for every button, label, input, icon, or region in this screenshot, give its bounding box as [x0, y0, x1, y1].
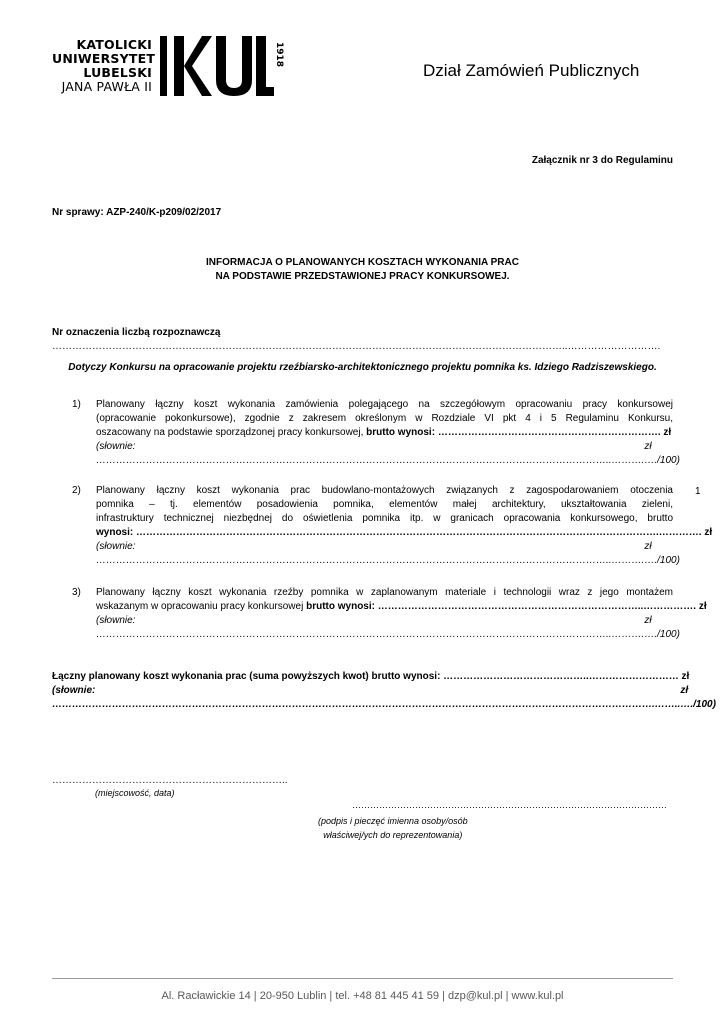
total-words-left: (słownie: ……………………………………………………………………………………………………………………………………………………………….…….. [52, 685, 681, 710]
item-words-line [96, 540, 680, 568]
footer-address: Al. Racławickie 14 | 20-950 Lublin | tel. +48 81 445 41 59 | dzp@kul.pl | www.kul.pl [161, 990, 564, 1002]
item-amount-line [96, 600, 707, 614]
item-words-right: zł …./100) [644, 441, 680, 466]
total-line: Łączny planowany koszt wykonania prac (suma powyższych kwot) brutto wynosi: ……………………………………..……………………… zł [52, 671, 690, 682]
attachment-label: Załącznik nr 3 do Regulaminu [531, 155, 673, 166]
signature-dots: …………………………………………………………………………………………… [352, 800, 667, 810]
logo-line-4: JANA PAWŁA II [61, 79, 152, 94]
item-amount-line [96, 526, 713, 540]
signature-caption-line-2: właściwej/ych do reprezentowania) [323, 830, 463, 840]
title-line-1: INFORMACJA O PLANOWANYCH KOSZTACH WYKONANIA PRAC [206, 257, 519, 268]
item-text-line: (opracowanie pokonkursowe), zgodnie z zakresem określonym w Rozdziale VI pkt 4 i 5 Regulaminu Konkursu, [96, 413, 673, 424]
footer-divider [52, 978, 673, 979]
item-text-line: infrastruktury technicznej niezbędnej do oświetlenia pomnika itp. w granicach opracowania konkursowego, brutto [96, 513, 673, 524]
item-text-line: Planowany łączny koszt wykonania prac budowlano-montażowych związanych z zagospodarowaniem otoczenia [96, 485, 673, 496]
university-name [52, 37, 156, 94]
logo-year: 1918 [274, 42, 284, 68]
total-words-line [52, 684, 716, 712]
item-number: 1) [72, 399, 81, 410]
document-title [52, 256, 673, 284]
item-amount-label: brutto wynosi: …………………………………………………………. zł [366, 427, 672, 438]
place-date-caption: (miejscowość, data) [95, 788, 175, 798]
item-words-left: (słownie: ………………………………………………………………………………………………………………………………………..………. [96, 541, 645, 566]
item-amount-line [96, 426, 673, 440]
item-words-line [96, 614, 680, 642]
logo-line-1: KATOLICKI [76, 37, 152, 52]
logo-line-3: LUBELSKI [83, 65, 152, 80]
department-title: Dział Zamówień Publicznych [423, 61, 640, 80]
signature-caption-line-1: (podpis i pieczęć imienna osoby/osób [318, 816, 468, 826]
item-words-right: zł …./100) [644, 615, 680, 640]
identification-line [52, 326, 725, 354]
logo-line-2: UNIWERSYTET [52, 51, 156, 66]
title-line-2: NA PODSTAWIE PRZEDSTAWIONEJ PRACY KONKURSOWEJ. [215, 271, 510, 282]
identification-label: Nr oznaczenia liczbą rozpoznawczą [52, 327, 221, 338]
item-text-line: pomnika – tj. elementów posadowienia pomnika, elementów małej architektury, ukształtowania zieleni, [96, 499, 673, 510]
item-words-line [96, 440, 680, 468]
item-text-line: Planowany łączny koszt wykonania rzeźby pomnika w zaplanowanym materiale i technologii wraz z jego montażem [96, 587, 673, 598]
item-amount-label: wynosi: ………………………………………………………………………………………………………………………………………….…………. zł [96, 527, 713, 538]
kul-logo [160, 36, 284, 98]
total-cost [52, 670, 716, 712]
cost-item-1 [52, 398, 680, 468]
cost-item-3 [52, 586, 707, 642]
page-number: 1 [695, 486, 701, 497]
item-words-left: (słownie: ………………………………………………………………………………………………………………………………………..………. [96, 615, 645, 640]
place-date-dots: …………………………………………………………….. [52, 775, 288, 786]
item-amount-prefix: wskazanym w opracowaniu pracy konkursowej [96, 601, 307, 612]
signature-caption [318, 814, 468, 842]
item-words-left: (słownie: ………………………………………………………………………………………………………………………………………..………. [96, 441, 645, 466]
item-text-line: Planowany łączny koszt wykonania zamówienia polegającego na szczegółowym opracowaniu pracy konkursowej [96, 399, 673, 410]
item-amount-prefix: oszacowany na podstawie sporządzonej pracy konkursowej, [96, 427, 367, 438]
total-words-right: zł …./100) [680, 685, 716, 710]
cost-item-2 [52, 484, 713, 568]
concerns-statement: Dotyczy Konkursu na opracowanie projektu rzeźbiarsko-architektonicznego projektu pomnika ks. Idziego Radziszewskiego. [68, 362, 657, 373]
item-number: 3) [72, 587, 81, 598]
item-words-right: zł …./100) [644, 541, 680, 566]
identification-dots: ………………………………………………………………………………………………………………………………………..………………………. [52, 341, 661, 352]
item-number: 2) [72, 485, 81, 496]
item-amount-label: brutto wynosi: ……………………………………………………………………..……………. zł [306, 601, 707, 612]
case-number: Nr sprawy: AZP-240/K-p209/02/2017 [52, 207, 222, 218]
